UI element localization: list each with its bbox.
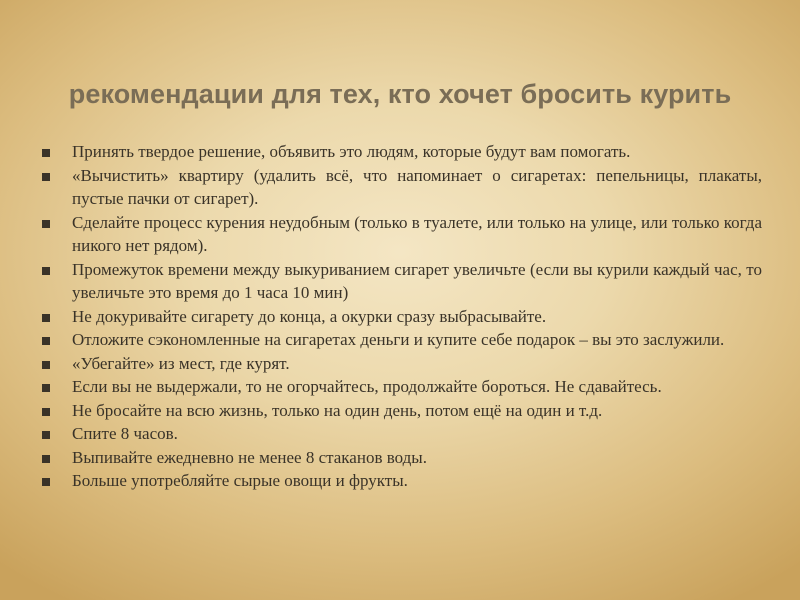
square-bullet-icon: [42, 337, 50, 345]
list-item: [40, 211, 762, 258]
list-item-text: Принять твердое решение, объявить это людям, которые будут вам помогать.: [72, 142, 631, 161]
list-item: [40, 469, 762, 493]
list-item: [40, 399, 762, 423]
recommendations-list: [40, 140, 762, 493]
list-item: [40, 446, 762, 470]
list-item-text: Не бросайте на всю жизнь, только на один день, потом ещё на один и т.д.: [72, 400, 603, 420]
list-item-text: Спите 8 часов.: [72, 424, 178, 443]
square-bullet-icon: [42, 384, 50, 392]
square-bullet-icon: [42, 408, 50, 416]
list-item-text: Сделайте процесс курения неудобным (только в туалете, или только на улице, или только когда никого нет рядом).: [72, 212, 762, 255]
square-bullet-icon: [42, 220, 50, 228]
square-bullet-icon: [42, 149, 50, 157]
list-item-text: Выпивайте ежедневно не менее 8 стаканов воды.: [72, 447, 427, 467]
list-item-text: Отложите сэкономленные на сигаретах деньги и купите себе подарок – вы это заслужили.: [72, 330, 725, 349]
slide-title: рекомендации для тех, кто хочет бросить курить: [68, 79, 732, 109]
list-item: [40, 258, 762, 305]
square-bullet-icon: [42, 314, 50, 322]
list-item-text: Больше употребляйте сырые овощи и фрукты.: [72, 471, 408, 490]
list-item-text: Если вы не выдержали, то не огорчайтесь, продолжайте бороться. Не сдавайтесь.: [72, 377, 662, 396]
square-bullet-icon: [42, 455, 50, 463]
list-item-text: «Вычистить» квартиру (удалить всё, что напоминает о сигаретах: пепельницы, плакаты, пустые пачки от сигарет).: [72, 165, 762, 208]
square-bullet-icon: [42, 361, 50, 369]
list-item: [40, 164, 762, 211]
square-bullet-icon: [42, 431, 50, 439]
square-bullet-icon: [42, 478, 50, 486]
list-item: [40, 305, 762, 329]
list-item-text: «Убегайте» из мест, где курят.: [72, 353, 290, 373]
list-item-text: Промежуток времени между выкуриванием сигарет увеличьте (если вы курили каждый час, то увеличьте это время до 1 часа 10 мин): [72, 259, 762, 302]
list-item-text: Не докуривайте сигарету до конца, а окурки сразу выбрасывайте.: [72, 306, 547, 326]
list-item: [40, 375, 762, 399]
list-item: [40, 328, 762, 352]
list-item: [40, 140, 762, 164]
square-bullet-icon: [42, 173, 50, 181]
list-item: [40, 422, 762, 446]
square-bullet-icon: [42, 267, 50, 275]
list-item: [40, 352, 762, 376]
